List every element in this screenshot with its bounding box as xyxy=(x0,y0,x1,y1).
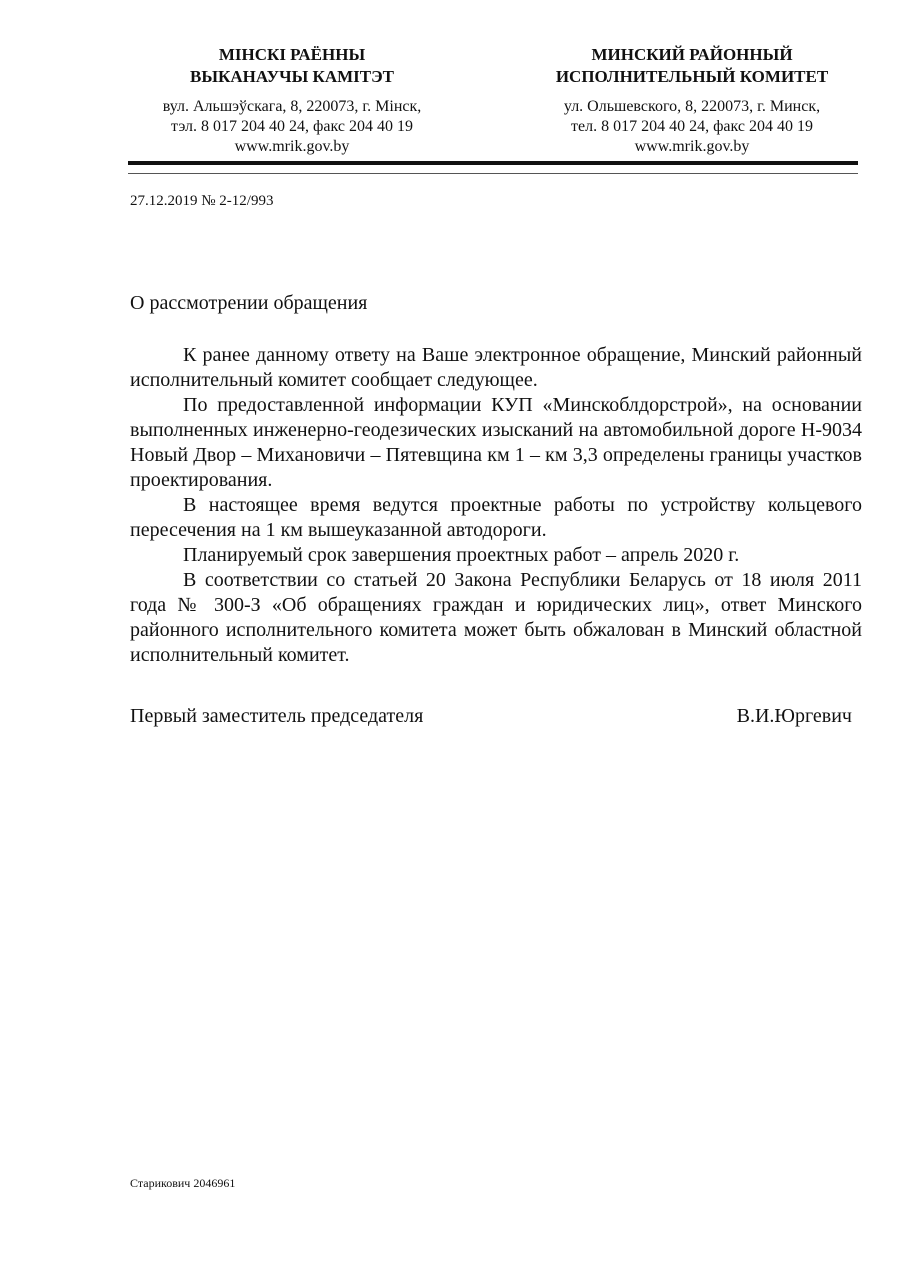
paragraph: В настоящее время ведутся проектные работы по устройству кольцевого пересечения на 1 км вышеуказанной автодороги. xyxy=(130,494,862,541)
org-title-line2: ИСПОЛНИТЕЛЬНЫЙ КОМИТЕТ xyxy=(555,67,829,86)
org-website: www.mrik.gov.by xyxy=(634,138,750,155)
org-phone: тэл. 8 017 204 40 24, факс 204 40 19 xyxy=(171,118,413,135)
signatory-position: Первый заместитель председателя xyxy=(130,705,424,727)
paragraph: К ранее данному ответу на Ваше электронное обращение, Минский районный исполнительный комитет сообщает следующее. xyxy=(130,344,862,391)
letter-subject: О рассмотрении обращения xyxy=(130,292,368,314)
header-rule-thick xyxy=(128,161,858,165)
org-title-line1: МІНСКІ РАЁННЫ xyxy=(218,45,366,64)
org-website: www.mrik.gov.by xyxy=(234,138,350,155)
letterhead-russian xyxy=(502,44,882,157)
executor-note: Старикович 2046961 xyxy=(130,1176,236,1190)
paragraph: В соответствии со статьей 20 Закона Республики Беларусь от 18 июля 2011 года № 300-З «Об обращениях граждан и юридических лиц», ответ Минского районного исполнительного комитета может быть обжалован в Минский областной исполнительный комитет. xyxy=(130,569,862,666)
paragraph: Планируемый срок завершения проектных работ – апрель 2020 г. xyxy=(183,544,740,566)
org-title-line1: МИНСКИЙ РАЙОННЫЙ xyxy=(591,45,793,64)
letter-body xyxy=(130,343,862,668)
org-address: вул. Альшэўскага, 8, 220073, г. Мінск, xyxy=(162,98,422,115)
org-address: ул. Ольшевского, 8, 220073, г. Минск, xyxy=(563,98,821,115)
header-rule-thin xyxy=(128,173,858,174)
paragraph: По предоставленной информации КУП «Минскоблдорстрой», на основании выполненных инженерно-геодезических изысканий на автомобильной дороге Н-9034 Новый Двор – Михановичи – Пятевщина км 1 – км 3,3 определены границы участков проектирования. xyxy=(130,394,862,491)
org-phone: тел. 8 017 204 40 24, факс 204 40 19 xyxy=(570,118,814,135)
org-title-line2: ВЫКАНАУЧЫ КАМІТЭТ xyxy=(189,67,394,86)
letterhead-belarusian xyxy=(102,44,482,157)
registration-number: 27.12.2019 № 2-12/993 xyxy=(130,193,274,209)
signatory-name: В.И.Юргевич xyxy=(736,705,852,727)
